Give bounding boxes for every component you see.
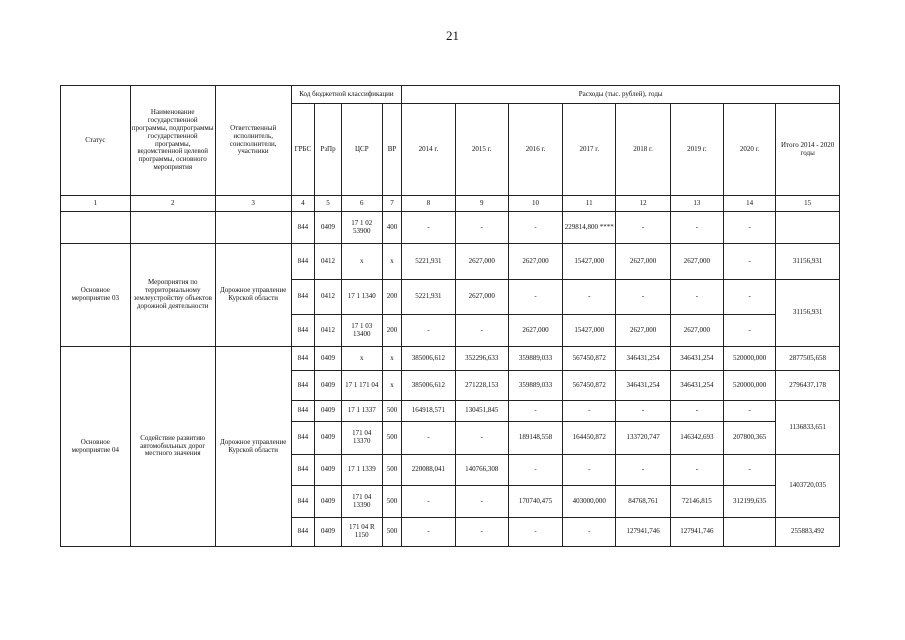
- year-cell: -: [508, 212, 562, 244]
- header-year: 2015 г.: [455, 104, 508, 196]
- year-cell: 346431,254: [616, 347, 670, 371]
- year-cell: -: [563, 455, 616, 486]
- name-cell: Мероприятия по территориальному землеустройству объектов дорожной деятельности: [130, 244, 215, 347]
- year-cell: 5221,931: [402, 244, 455, 280]
- year-cell: -: [455, 315, 508, 347]
- name-cell: Содействие развитию автомобильных дорог местного значения: [130, 347, 215, 547]
- year-cell: 2627,000: [508, 244, 562, 280]
- year-cell: -: [724, 280, 776, 315]
- total-cell: [776, 212, 840, 244]
- grbs-cell: 844: [291, 422, 315, 455]
- rzpr-cell: 0409: [315, 486, 342, 518]
- year-cell: 385006,612: [402, 347, 455, 371]
- year-cell: 520000,000: [724, 347, 776, 371]
- year-cell: -: [563, 401, 616, 422]
- total-cell: 1136833,651: [776, 401, 840, 455]
- year-cell: 229814,800 ****: [563, 212, 616, 244]
- column-number: 3: [215, 196, 291, 212]
- year-cell: 220088,041: [402, 455, 455, 486]
- year-cell: -: [724, 212, 776, 244]
- csr-cell: 17 1 1337: [341, 401, 382, 422]
- year-cell: -: [670, 455, 723, 486]
- grbs-cell: 844: [291, 347, 315, 371]
- year-cell: 15427,000: [563, 315, 616, 347]
- rzpr-cell: 0409: [315, 518, 342, 547]
- year-cell: 130451,845: [455, 401, 508, 422]
- year-cell: -: [508, 518, 562, 547]
- csr-cell: 17 1 02 53900: [341, 212, 382, 244]
- header-grbs: ГРБС: [291, 104, 315, 196]
- year-cell: 352296,633: [455, 347, 508, 371]
- year-cell: 2627,000: [508, 315, 562, 347]
- year-cell: -: [508, 455, 562, 486]
- year-cell: -: [563, 518, 616, 547]
- csr-cell: 17 1 171 04: [341, 371, 382, 401]
- header-year: 2017 г.: [563, 104, 616, 196]
- header-expenses: Расходы (тыс. рублей), годы: [402, 86, 840, 104]
- year-cell: -: [724, 401, 776, 422]
- column-number: 7: [382, 196, 402, 212]
- vr-cell: х: [382, 371, 402, 401]
- year-cell: 567450,872: [563, 371, 616, 401]
- csr-cell: х: [341, 244, 382, 280]
- status-cell: Основное мероприятие 03: [61, 244, 131, 347]
- year-cell: 170740,475: [508, 486, 562, 518]
- year-cell: 346431,254: [670, 347, 723, 371]
- header-csr: ЦСР: [341, 104, 382, 196]
- column-number: 8: [402, 196, 455, 212]
- header-name: Наименование государственной программы, подпрограммы государственной программы, ведомственной целевой программы, основного мероприятия: [130, 86, 215, 196]
- year-cell: -: [455, 486, 508, 518]
- column-number: 12: [616, 196, 670, 212]
- column-number: 15: [776, 196, 840, 212]
- grbs-cell: 844: [291, 315, 315, 347]
- year-cell: 84768,761: [616, 486, 670, 518]
- rzpr-cell: 0412: [315, 280, 342, 315]
- column-number: 10: [508, 196, 562, 212]
- rzpr-cell: 0412: [315, 315, 342, 347]
- year-cell: -: [670, 401, 723, 422]
- year-cell: 72146,815: [670, 486, 723, 518]
- header-vr: ВР: [382, 104, 402, 196]
- vr-cell: х: [382, 244, 402, 280]
- column-number: 11: [563, 196, 616, 212]
- year-cell: -: [508, 280, 562, 315]
- column-number: 2: [130, 196, 215, 212]
- grbs-cell: 844: [291, 486, 315, 518]
- rzpr-cell: 0409: [315, 401, 342, 422]
- year-cell: 15427,000: [563, 244, 616, 280]
- year-cell: 2627,000: [455, 244, 508, 280]
- total-cell: 2796437,178: [776, 371, 840, 401]
- column-number: 6: [341, 196, 382, 212]
- page-number: 21: [446, 28, 459, 43]
- header-year: 2018 г.: [616, 104, 670, 196]
- year-cell: 164918,571: [402, 401, 455, 422]
- budget-table: [60, 85, 840, 547]
- year-cell: -: [402, 212, 455, 244]
- status-cell: Основное мероприятие 04: [61, 347, 131, 547]
- year-cell: -: [455, 518, 508, 547]
- grbs-cell: 844: [291, 371, 315, 401]
- year-cell: -: [402, 518, 455, 547]
- year-cell: -: [670, 280, 723, 315]
- year-cell: -: [724, 244, 776, 280]
- csr-cell: 171 04 13390: [341, 486, 382, 518]
- year-cell: -: [402, 315, 455, 347]
- header-kbk: Код бюджетной классификации: [291, 86, 402, 104]
- total-cell: 31156,931: [776, 244, 840, 280]
- column-number: 9: [455, 196, 508, 212]
- year-cell: -: [402, 422, 455, 455]
- header-year: 2016 г.: [508, 104, 562, 196]
- year-cell: 346431,254: [670, 371, 723, 401]
- vr-cell: 500: [382, 518, 402, 547]
- vr-cell: 200: [382, 315, 402, 347]
- vr-cell: 400: [382, 212, 402, 244]
- year-cell: -: [616, 280, 670, 315]
- rzpr-cell: 0409: [315, 371, 342, 401]
- table-row: [61, 347, 840, 371]
- year-cell: -: [616, 455, 670, 486]
- responsible-cell: Дорожное управление Курской области: [215, 347, 291, 547]
- vr-cell: 500: [382, 401, 402, 422]
- column-number: 4: [291, 196, 315, 212]
- year-cell: -: [508, 401, 562, 422]
- csr-cell: 17 1 03 13400: [341, 315, 382, 347]
- year-cell: 5221,931: [402, 280, 455, 315]
- year-cell: 189148,558: [508, 422, 562, 455]
- year-cell: 2627,000: [670, 244, 723, 280]
- grbs-cell: 844: [291, 518, 315, 547]
- header-year: 2014 г.: [402, 104, 455, 196]
- year-cell: 207800,365: [724, 422, 776, 455]
- year-cell: 567450,872: [563, 347, 616, 371]
- csr-cell: 171 04 R 1150: [341, 518, 382, 547]
- total-cell: 2877505,658: [776, 347, 840, 371]
- responsible-cell: [215, 212, 291, 244]
- year-cell: -: [563, 280, 616, 315]
- column-number: 5: [315, 196, 342, 212]
- csr-cell: 171 04 13370: [341, 422, 382, 455]
- year-cell: 385006,612: [402, 371, 455, 401]
- year-cell: -: [402, 486, 455, 518]
- year-cell: -: [724, 315, 776, 347]
- vr-cell: 500: [382, 422, 402, 455]
- rzpr-cell: 0409: [315, 455, 342, 486]
- vr-cell: 500: [382, 486, 402, 518]
- year-cell: 346431,254: [616, 371, 670, 401]
- status-cell: [61, 212, 131, 244]
- grbs-cell: 844: [291, 212, 315, 244]
- column-number: 1: [61, 196, 131, 212]
- year-cell: [724, 518, 776, 547]
- total-cell: 255883,492: [776, 518, 840, 547]
- header-year: 2020 г.: [724, 104, 776, 196]
- year-cell: 2627,000: [455, 280, 508, 315]
- year-cell: 359889,033: [508, 347, 562, 371]
- header-status: Статус: [61, 86, 131, 196]
- column-number-row: [61, 196, 840, 212]
- year-cell: -: [724, 455, 776, 486]
- year-cell: 127941,746: [616, 518, 670, 547]
- total-cell: 31156,931: [776, 280, 840, 347]
- header-total: Итого 2014 - 2020 годы: [776, 104, 840, 196]
- year-cell: 271228,153: [455, 371, 508, 401]
- name-cell: [130, 212, 215, 244]
- header-rzpr: РзПр: [315, 104, 342, 196]
- header-row-1: [61, 86, 840, 104]
- rzpr-cell: 0409: [315, 422, 342, 455]
- year-cell: 2627,000: [616, 244, 670, 280]
- year-cell: -: [670, 212, 723, 244]
- year-cell: 133720,747: [616, 422, 670, 455]
- column-number: 14: [724, 196, 776, 212]
- year-cell: 2627,000: [670, 315, 723, 347]
- year-cell: 403000,000: [563, 486, 616, 518]
- year-cell: -: [616, 212, 670, 244]
- grbs-cell: 844: [291, 280, 315, 315]
- csr-cell: 17 1 1340: [341, 280, 382, 315]
- year-cell: 312199,635: [724, 486, 776, 518]
- year-cell: 164450,872: [563, 422, 616, 455]
- year-cell: 140766,308: [455, 455, 508, 486]
- responsible-cell: Дорожное управление Курской области: [215, 244, 291, 347]
- header-responsible: Ответственный исполнитель, соисполнители, участники: [215, 86, 291, 196]
- year-cell: -: [616, 401, 670, 422]
- table-row: [61, 212, 840, 244]
- vr-cell: х: [382, 347, 402, 371]
- rzpr-cell: 0412: [315, 244, 342, 280]
- table-row: [61, 244, 840, 280]
- vr-cell: 500: [382, 455, 402, 486]
- grbs-cell: 844: [291, 455, 315, 486]
- header-year: 2019 г.: [670, 104, 723, 196]
- grbs-cell: 844: [291, 401, 315, 422]
- total-cell: 1403720,035: [776, 455, 840, 518]
- csr-cell: х: [341, 347, 382, 371]
- column-number: 13: [670, 196, 723, 212]
- year-cell: -: [455, 212, 508, 244]
- grbs-cell: 844: [291, 244, 315, 280]
- year-cell: 2627,000: [616, 315, 670, 347]
- rzpr-cell: 0409: [315, 347, 342, 371]
- year-cell: 359889,033: [508, 371, 562, 401]
- rzpr-cell: 0409: [315, 212, 342, 244]
- year-cell: -: [455, 422, 508, 455]
- vr-cell: 200: [382, 280, 402, 315]
- year-cell: 146342,693: [670, 422, 723, 455]
- year-cell: 520000,000: [724, 371, 776, 401]
- year-cell: 127941,746: [670, 518, 723, 547]
- csr-cell: 17 1 1339: [341, 455, 382, 486]
